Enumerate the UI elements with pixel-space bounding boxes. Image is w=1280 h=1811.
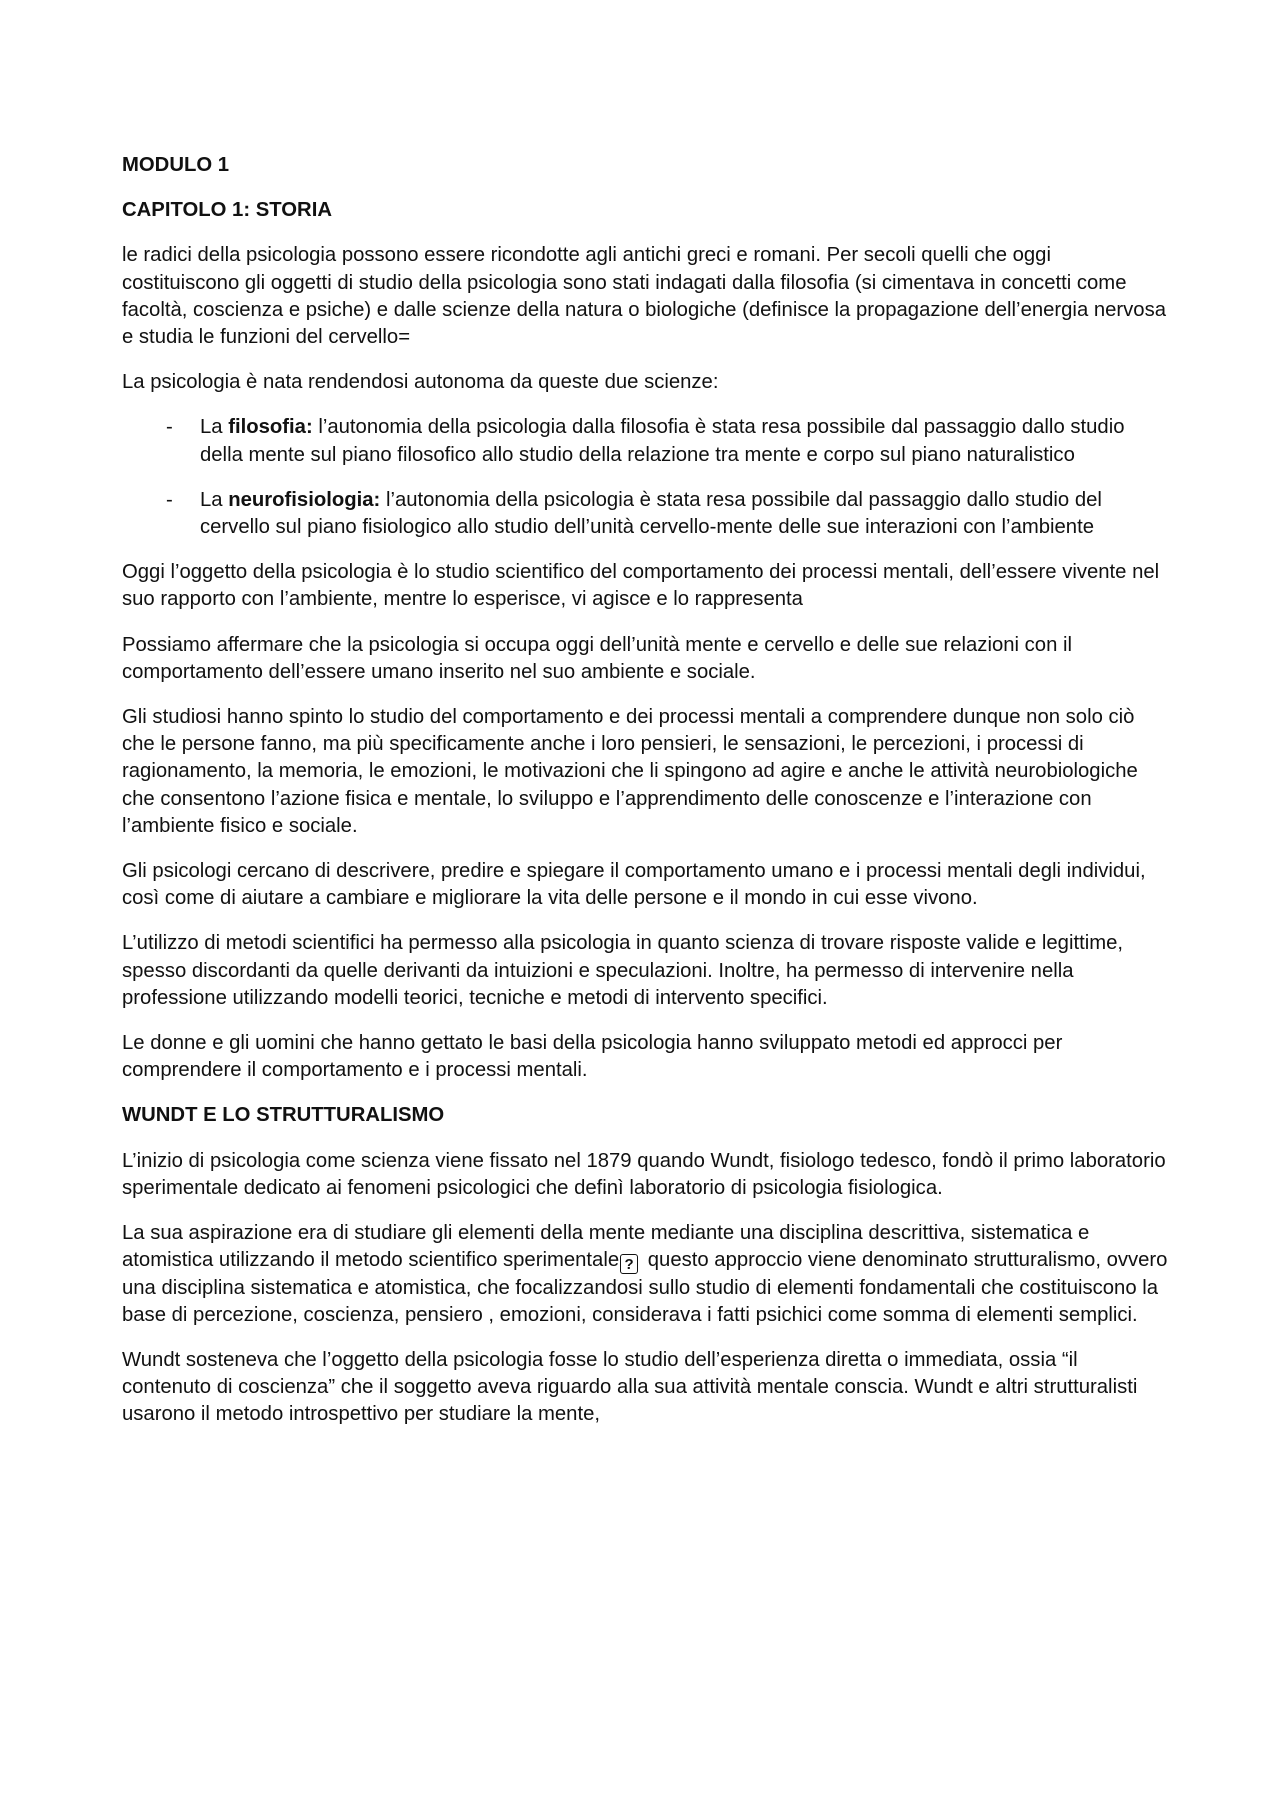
paragraph-roots: le radici della psicologia possono essere ricondotte agli antichi greci e romani. Per secoli quelli che oggi costituiscono gli oggetti di studio della psicologia sono stati indagati dalla filosofia (si cimentava in concetti come facoltà, coscienza e psiche) e dalle scienze della natura o biologiche (definisce la propagazione dell’energia nervosa e studia le funzioni del cervello= — [122, 244, 1167, 349]
structuralism-text-b: questo approccio viene denominato strutturalismo, ovvero una disciplina sistematica e atomistica, che focalizzandosi sullo studio di elementi fondamentali che costituiscono la base di percezione, coscienza, pensiero , emozioni, considerava i fatti psichici come somma di elementi semplici. — [122, 1249, 1168, 1326]
paragraph-structuralism — [122, 1220, 1172, 1329]
paragraph-object-today: Oggi l’oggetto della psicologia è lo studio scientifico del comportamento dei processi mentali, dell’essere vivente nel suo rapporto con l’ambiente, mentre lo esperisce, vi agisce e lo rappresenta — [122, 561, 1160, 611]
paragraph-autonomy-intro: La psicologia è nata rendendosi autonoma da queste due scienze: — [122, 371, 719, 394]
paragraph-wundt-introspection: Wundt sosteneva che l’oggetto della psicologia fosse lo studio dell’esperienza diretta o immediata, ossia “il contenuto di coscienza” che il soggetto aveva riguardo alla sua attività mentale conscia. Wundt e altri strutturalisti usarono il metodo introspettivo per studiare la mente, — [122, 1348, 1138, 1426]
bullet-term: neurofisiologia: — [228, 488, 381, 511]
bullet-dash: - — [166, 416, 173, 439]
chapter-title: CAPITOLO 1: STORIA — [122, 199, 332, 222]
paragraph-founders: Le donne e gli uomini che hanno gettato le basi della psicologia hanno sviluppato metodi ed approcci per comprendere il comportamento e i processi mentali. — [122, 1032, 1063, 1082]
missing-glyph-icon: ? — [620, 1254, 638, 1274]
paragraph-scholars: Gli studiosi hanno spinto lo studio del comportamento e dei processi mentali a comprendere dunque non solo ciò che le persone fanno, ma più specificamente anche i loro pensieri, le sensazioni, le percezioni, i processi di ragionamento, la memoria, le emozioni, le motivazioni che li spingono ad agire e anche le attività neurobiologiche che consentono l’azione fisica e mentale, lo sviluppo e l’apprendimento delle conoscenze e l’interazione con l’ambiente fisico e sociale. — [122, 706, 1138, 837]
paragraph-scientific-methods: L’utilizzo di metodi scientifici ha permesso alla psicologia in quanto scienza di trovare risposte valide e legittime, spesso discordanti da quelle derivanti da intuizioni e speculazioni. Inoltre, ha permesso di intervenire nella professione utilizzando modelli teorici, tecniche e metodi di intervento specifici. — [122, 932, 1124, 1009]
document-page — [122, 152, 1172, 1447]
bullet-prefix: La — [200, 416, 229, 439]
bullet-dash: - — [166, 488, 173, 511]
section-title: WUNDT E LO STRUTTURALISMO — [122, 1104, 445, 1127]
structuralism-text-a: La sua aspirazione era di studiare gli elementi della mente mediante una disciplina descrittiva, sistematica e atomistica utilizzando il metodo scientifico sperimentale — [122, 1222, 1090, 1272]
list-item-neurophysiology — [122, 487, 1172, 541]
module-title: MODULO 1 — [122, 154, 230, 176]
paragraph-wundt-lab: L’inizio di psicologia come scienza viene fissato nel 1879 quando Wundt, fisiologo tedesco, fondò il primo laboratorio sperimentale dedicato ai fenomeni psicologici che definì laboratorio di psicologia fisiologica. — [122, 1149, 1166, 1199]
bullet-prefix: La — [200, 488, 229, 511]
bullet-text: l’autonomia della psicologia è stata resa possibile dal passaggio dallo studio del cervello sul piano fisiologico allo studio dell’unità cervello-mente delle sue interazioni con l’ambiente — [200, 488, 1102, 539]
list-item-philosophy — [122, 414, 1172, 468]
bullet-term: filosofia: — [228, 416, 313, 439]
paragraph-mind-brain-unity: Possiamo affermare che la psicologia si occupa oggi dell’unità mente e cervello e delle sue relazioni con il comportamento dell’essere umano inserito nel suo ambiente e sociale. — [122, 633, 1072, 683]
paragraph-psychologists-goals: Gli psicologi cercano di descrivere, predire e spiegare il comportamento umano e i processi mentali degli individui, così come di aiutare a cambiare e migliorare la vita delle persone e il mondo in cui esse vivono. — [122, 860, 1146, 910]
bullet-text: l’autonomia della psicologia dalla filosofia è stata resa possibile dal passaggio dallo studio della mente sul piano filosofico allo studio della relazione tra mente e corpo sul piano naturalistico — [200, 416, 1125, 466]
